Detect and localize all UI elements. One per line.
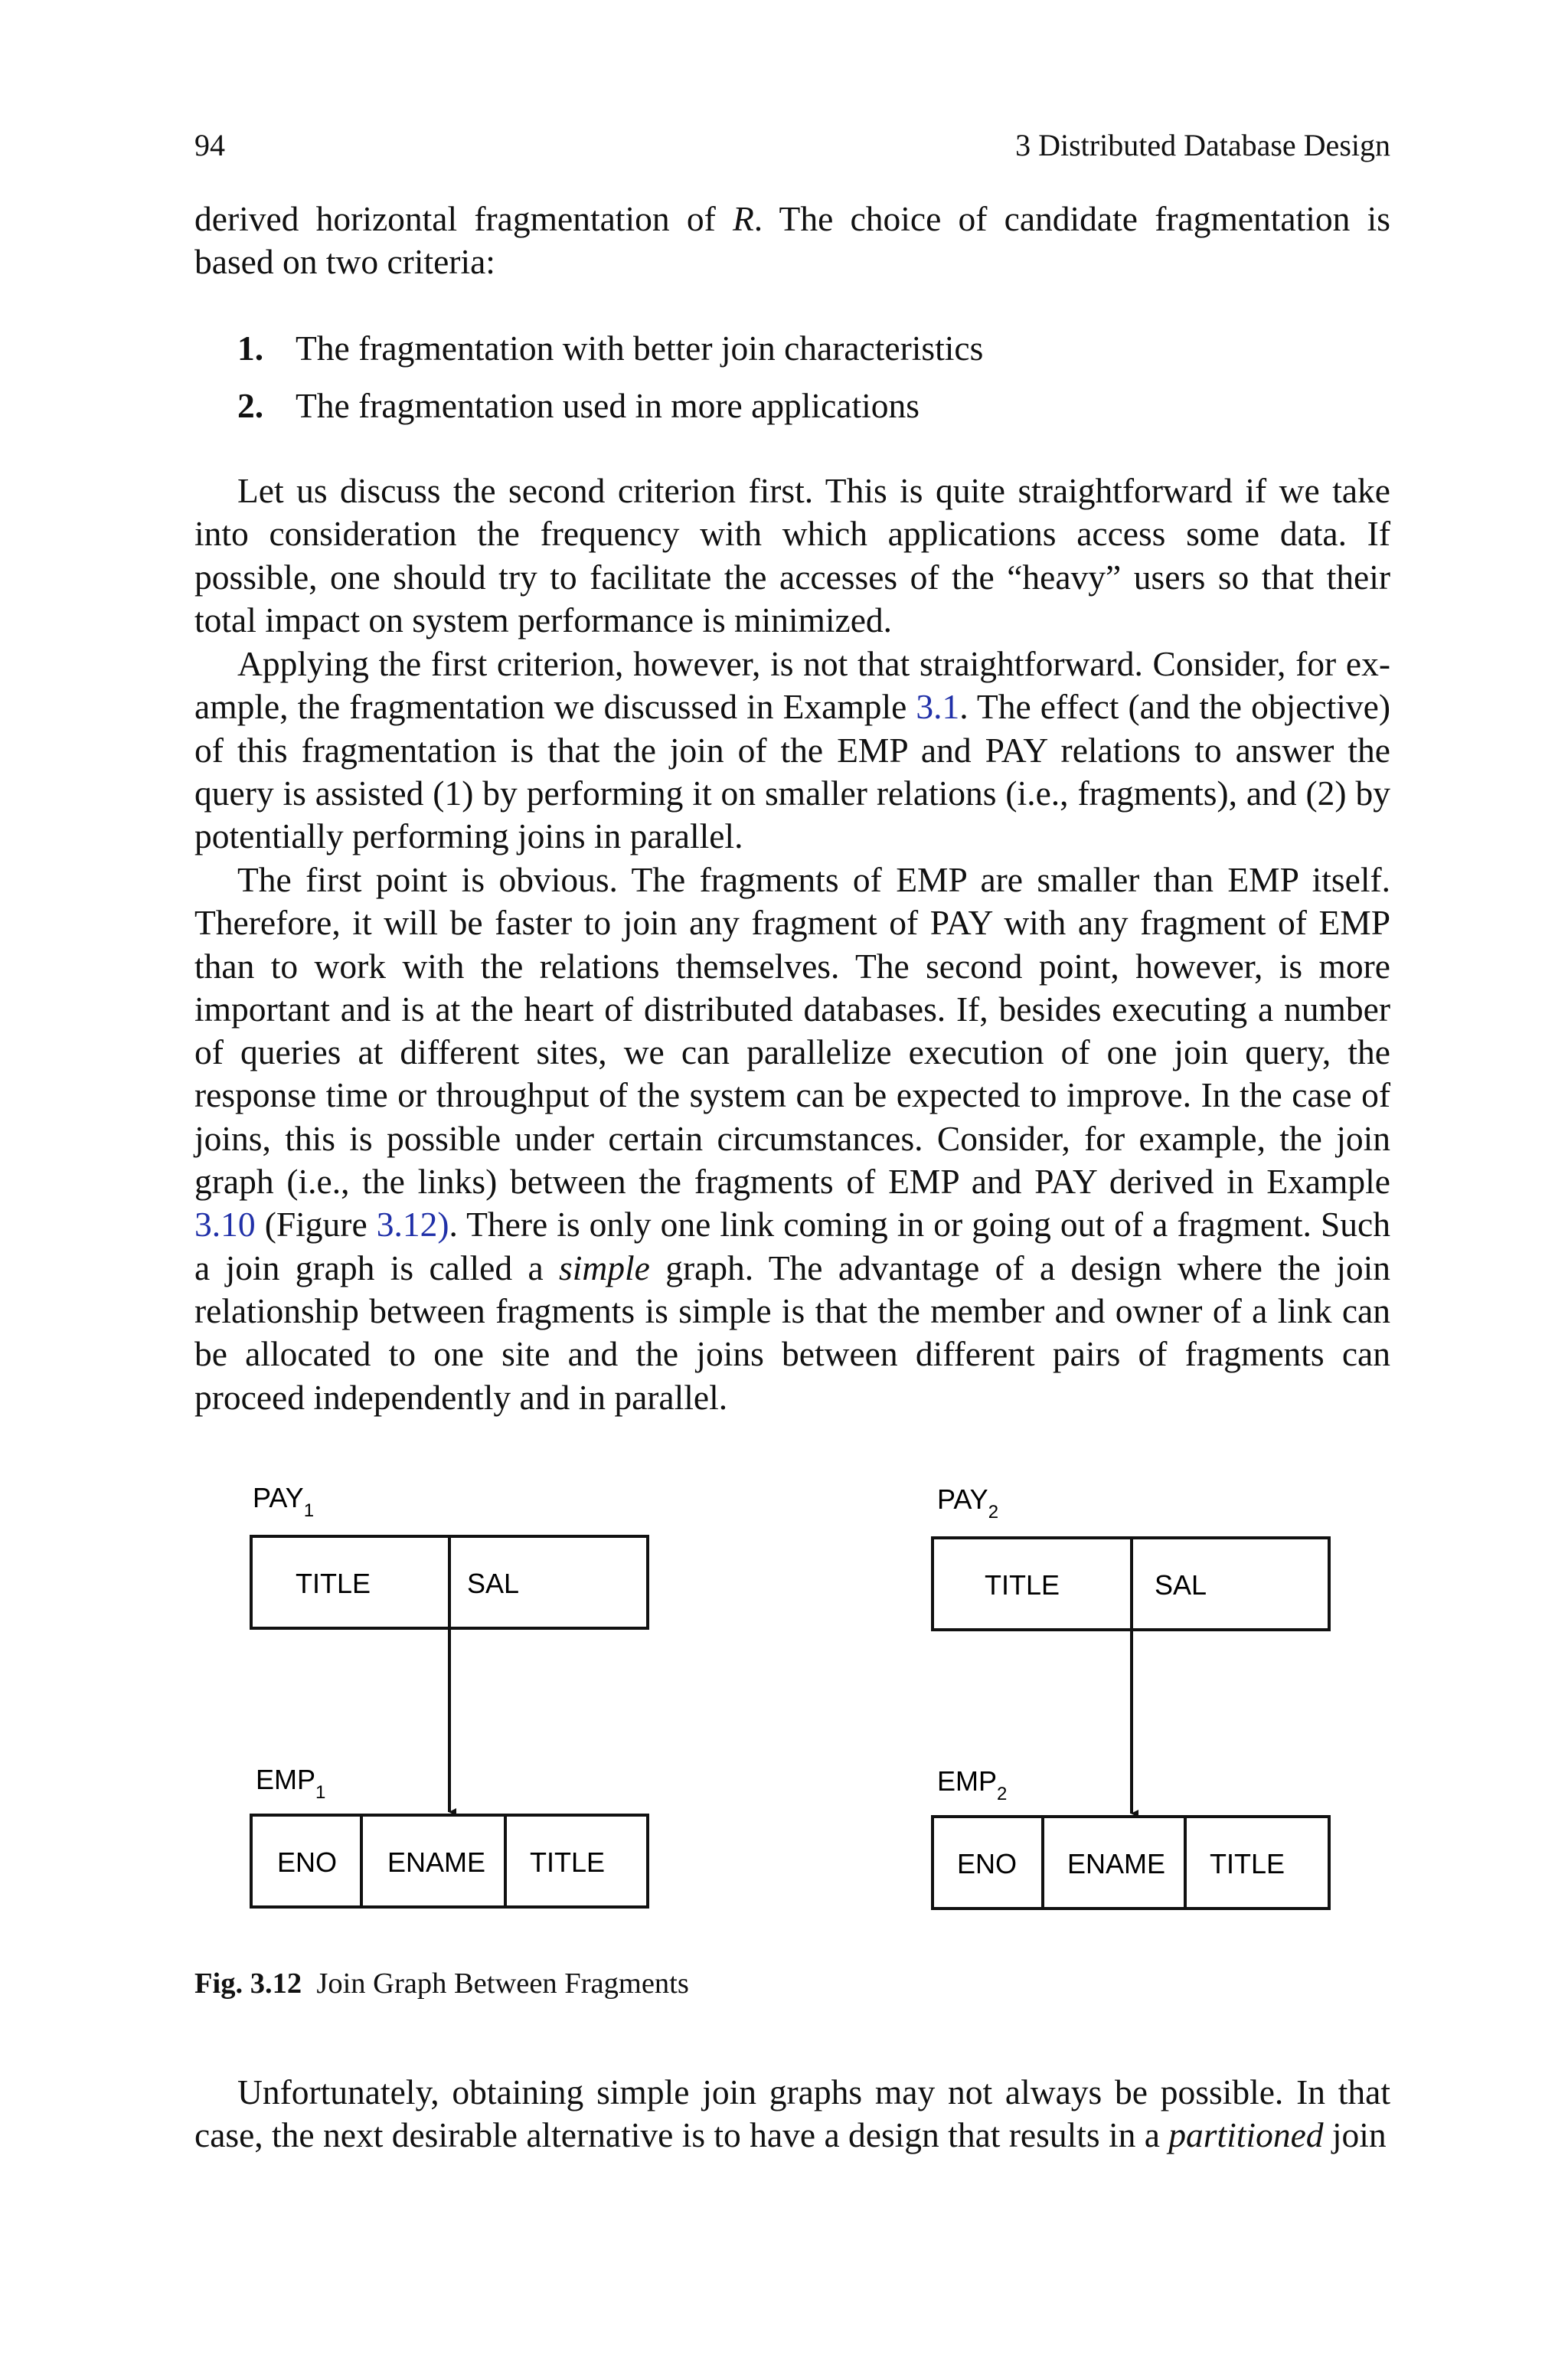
- column-sal: SAL: [467, 1568, 520, 1599]
- fragment-pair-left: [251, 1482, 648, 1907]
- paragraph-join-graph: The first point is obvious. The fragments of EMP are smaller than EMP itself. Therefore, it will be faster to join any fragment of PAY with any fragment of EMP than to work with the relations themselves. The second point, however, is more important and is at the heart of distributed databases. If, besides executing a number of queries at different sites, we can parallelize execution of one join query, the response time or throughput of the system can be expected to improve. In the case of joins, this is possible under certain circumstances. Consider, for example, the join graph (i.e., the links) between the fragments of EMP and PAY derived in Example 3.10 (Figure 3.12). There is only one link coming in or going out of a fragment. Such a join graph is called a simple graph. The advantage of a design where the join relationship between fragments is simple is that the member and owner of a link can be allocated to one site and the joins between different pairs of fragments can proceed independently and in parallel.: [194, 860, 1390, 1417]
- member-label: $EMP_2$: [937, 1765, 1008, 1804]
- join-graph-diagram: [194, 1455, 1390, 1945]
- column-eno: ENO: [277, 1846, 338, 1878]
- column-title: TITLE: [1210, 1848, 1285, 1879]
- owner-label: $PAY_2$: [937, 1483, 999, 1523]
- column-title: TITLE: [296, 1568, 371, 1599]
- figure-caption: [194, 1965, 689, 2002]
- example-link[interactable]: 3.10: [194, 1205, 256, 1245]
- paragraph-second-criterion: Let us discuss the second criterion first. This is quite straightforward if we take into consideration the frequency with which applications access some data. If possible, one should try to facilitate the accesses of the “heavy” users so that their total impact on system performance is minimized.: [194, 471, 1390, 639]
- column-eno: ENO: [957, 1848, 1018, 1879]
- example-link[interactable]: 3.1: [916, 687, 960, 727]
- intro-paragraph: derived horizontal fragmentation of R. The choice of candidate fragmentation is based on two criteria:: [194, 199, 1390, 282]
- figure-label: Fig. 3.12: [194, 1967, 302, 2000]
- figure-caption-text: Join Graph Between Fragments: [316, 1967, 689, 2000]
- chapter-title: 3 Distributed Database Design: [1015, 128, 1390, 162]
- list-item: 2. The fragmentation used in more applications: [237, 386, 920, 425]
- column-ename: ENAME: [1067, 1848, 1166, 1879]
- figure-link[interactable]: 3.12): [376, 1205, 449, 1245]
- owner-label: $PAY_1$: [253, 1482, 315, 1521]
- paragraph-first-criterion: Applying the first criterion, however, is not that straightforward. Consider, for example, the fragmentation we discussed in Example 3.1. The effect (and the objective) of this fragmentation is that the join of the EMP and PAY relations to answer the query is assisted (1) by performing it on smaller relations (i.e., fragments), and (2) by potentially performing joins in parallel.: [194, 644, 1390, 856]
- column-title: TITLE: [985, 1569, 1060, 1601]
- column-ename: ENAME: [387, 1846, 486, 1878]
- relation-r: R: [732, 199, 754, 238]
- criteria-list: [237, 327, 1370, 427]
- column-title: TITLE: [530, 1846, 606, 1878]
- member-label: $EMP_1$: [256, 1764, 326, 1803]
- page-number: 94: [194, 128, 225, 162]
- join-graph-figure: [194, 1455, 1390, 1945]
- column-sal: SAL: [1155, 1569, 1207, 1601]
- paragraph-partitioned: Unfortunately, obtaining simple join graphs may not always be possible. In that case, the next desirable alternative is to have a design that results in a partitioned join: [194, 2072, 1390, 2155]
- fragment-pair-right: [933, 1483, 1329, 1909]
- list-item: 1. The fragmentation with better join characteristics: [237, 329, 984, 368]
